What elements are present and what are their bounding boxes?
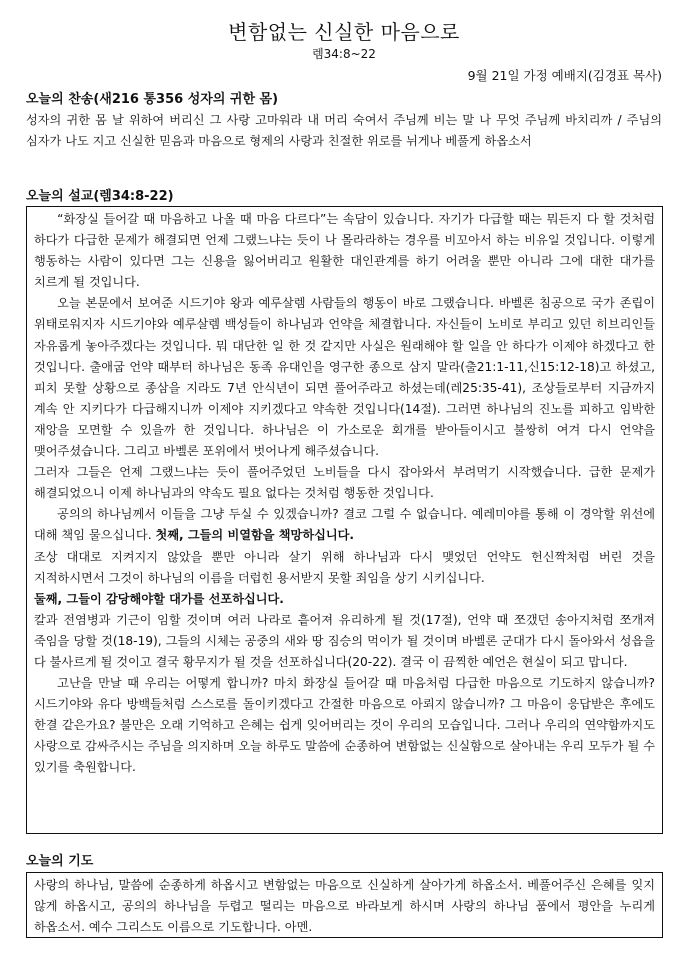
- sermon-paragraph-1: “화장실 들어갈 때 마음하고 나올 때 마음 다르다”는 속담이 있습니다. 자기가 다급할 때는 뭐든지 다 할 것처럼 하다가 다급한 문제가 해결되면 언제 그랬느냐는 듯이 나 몰라라하는 경우를 비꼬아서 하는 비유일 것입니다. 이렇게 행동하는 사람이 있다면 그는 신용을 잃어버리고 원활한 대인관계를 하기 어려울 뿐만 아니라 그에 대한 대가를 치르게 될 것입니다.: [34, 212, 655, 290]
- page-title: 변함없는 신실한 마음으로: [228, 20, 460, 44]
- prayer-box: [26, 872, 663, 938]
- hymn-heading: 오늘의 찬송(새216 통356 성자의 귀한 몸): [26, 92, 279, 107]
- sermon-paragraph-7: 칼과 전염병과 기근이 임할 것이며 여러 나라로 흩어져 유리하게 될 것(17절), 언약 때 쪼갰던 송아지처럼 쪼개져 죽임을 당할 것(18-19), 그들의 시체는 공중의 새와 땅 짐승의 먹이가 될 것이며 바벨론 군대가 다시 돌아와서 성읍을 다 불사르게 될 것이고 결국 황무지가 될 것을 선포하십니다(20-22). 결국 이 끔찍한 예언은 현실이 되고 맙니다.: [34, 612, 655, 669]
- sermon-paragraph-2: 오늘 본문에서 보여준 시드기야 왕과 예루살렘 사람들의 행동이 바로 그랬습니다. 바벨론 침공으로 국가 존립이 위태로워지자 시드기야와 예루살렘 백성들이 하나님과 언약을 체결합니다. 자신들이 노비로 부리고 있던 히브리인들 자유롭게 놓아주겠다는 것입니다. 뭐 대단한 일 한 것 같지만 사실은 원래해야 할 일을 안 하다가 이제야 하겠다고 한 것입니다. 출애굽 언약 때부터 하나님은 동족 유대인을 영구한 종으로 삼지 말라(출21:1-11,신15:12-18)고 하셨고, 피치 못할 상황으로 종삼을 지라도 7년 안식년이 되면 풀어주라고 하셨는데(레25:35-41), 조상들로부터 지금까지 계속 안 지키다가 다급해지니까 이제야 지키겠다고 약속한 것입니다(14절). 그러면 하나님의 진노를 피하고 임박한 재앙을 모면할 수 있을까 한 것입니다. 하나님은 이 가소로운 회개를 받아들이시고 불쌍히 여겨 다시 언약을 맺어주셨습니다. 그리고 바벨론 포위에서 벗어나게 해주셨습니다.: [34, 296, 655, 459]
- prayer-heading: 오늘의 기도: [26, 854, 94, 869]
- prayer-text: 사랑의 하나님, 말씀에 순종하게 하옵시고 변함없는 마음으로 신실하게 살아가게 하옵소서. 베풀어주신 은혜를 잊지 않게 하옵시고, 공의의 하나님을 두렵고 떨리는 마음으로 바라보게 하시며 사랑의 하나님 품에서 평안을 누리게 하옵소서. 예수 그리스도 이름으로 기도합니다. 아멘.: [34, 878, 655, 935]
- point-one-heading: 첫째, 그들의 비열함을 책망하십니다.: [155, 528, 355, 543]
- sermon-paragraph-5: 조상 대대로 지켜지지 않았을 뿐만 아니라 살기 위해 하나님과 다시 맺었던 언약도 헌신짝처럼 버린 것을 지적하시면서 그것이 하나님의 이름을 더럽힌 용서받지 못할 죄임을 상기 시키십니다.: [34, 549, 655, 585]
- sermon-paragraph-4: [34, 504, 655, 546]
- point-two-heading: 둘째, 그들이 감당해야할 대가를 선포하십니다.: [34, 591, 284, 606]
- sermon-paragraph-4-lead: 공의의 하나님께서 이들을 그냥 두실 수 있겠습니까? 결코 그럴 수 없습니다. 예레미야를 통해 이 경악할 위선에 대해 책임 물으십니다.: [34, 507, 655, 543]
- hymn-lyrics: 성자의 귀한 몸 날 위하여 버리신 그 사랑 고마워라 내 머리 숙여서 주님께 비는 말 나 무엇 주님께 바치리까 / 주님의 심자가 나도 지고 신실한 믿음과 마음으로 형제의 사랑과 친절한 위로를 뉘게나 베풀게 하옵소서: [26, 113, 662, 148]
- date-byline: 9월 21일 가정 예배지(김경표 목사): [467, 68, 662, 83]
- sermon-paragraph-3: 그러자 그들은 언제 그랬느냐는 듯이 풀어주었던 노비들을 다시 잡아와서 부려먹기 시작했습니다. 급한 문제가 해결되었으니 이제 하나님과의 약속도 필요 없다는 것처럼 행동한 것입니다.: [34, 465, 655, 501]
- sermon-paragraph-8: 고난을 만날 때 우리는 어떻게 합니까? 마치 화장실 들어갈 때 마음처럼 다급한 마음으로 기도하지 않습니까? 시드기야와 유다 방백들처럼 스스로를 돌이키겠다고 간절한 마음으로 아뢰지 않습니까? 그 마음이 응답받은 후에도 한결 같은가요? 불만은 오래 기억하고 은혜는 쉽게 잊어버리는 것이 우리의 모습입니다. 그러나 우리의 연약함까지도 사랑으로 감싸주시는 주님을 의지하며 오늘 하루도 말씀에 순종하여 변함없는 신실함으로 살아내는 우리 모두가 될 수 있기를 축원합니다.: [34, 676, 655, 775]
- scripture-reference: 렘34:8~22: [312, 47, 376, 61]
- sermon-box: [26, 206, 663, 834]
- sermon-heading: 오늘의 설교(렘34:8-22): [26, 189, 174, 204]
